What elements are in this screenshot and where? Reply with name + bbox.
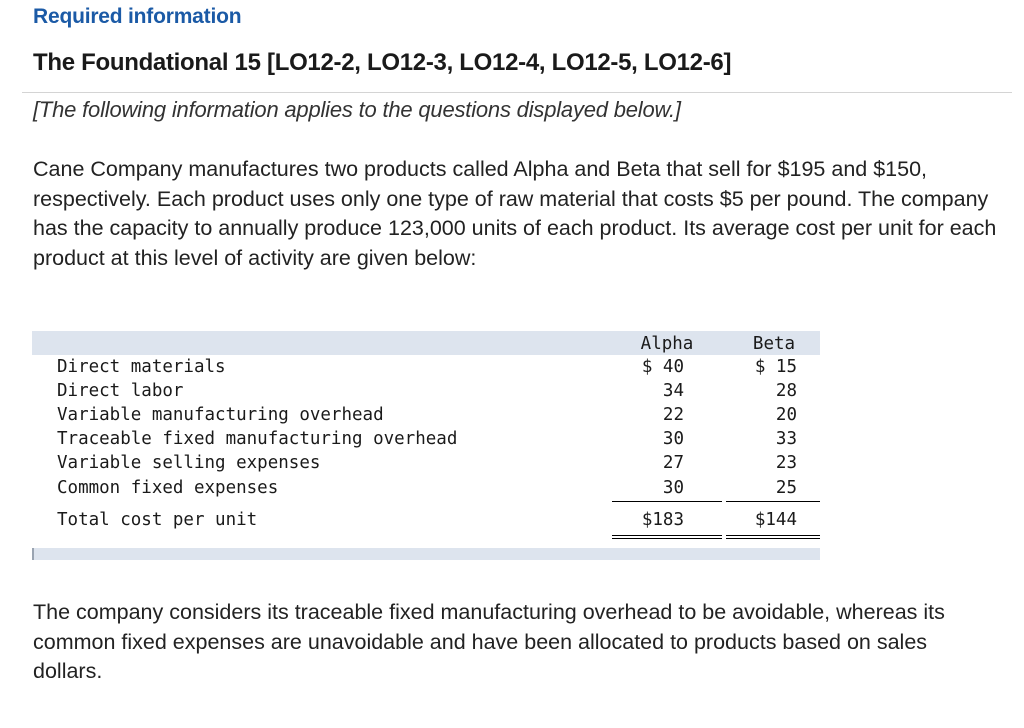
table-row-label: Traceable fixed manufacturing overhead — [57, 429, 458, 449]
total-double-underline-alpha — [612, 535, 722, 539]
subtotal-underline-beta — [726, 501, 820, 502]
column-header-beta: Beta — [752, 334, 796, 354]
column-header-alpha: Alpha — [640, 334, 694, 354]
table-row-label: Common fixed expenses — [57, 478, 279, 498]
table-cell-alpha: 30 — [662, 478, 684, 498]
table-row-label: Variable selling expenses — [57, 453, 321, 473]
table-cell-beta: 23 — [775, 453, 797, 473]
foundational-title: The Foundational 15 [LO12-2, LO12-3, LO12-4, LO12-5, LO12-6] — [33, 49, 732, 76]
table-cell-alpha: 22 — [662, 405, 684, 425]
required-information-heading: Required information — [33, 5, 242, 28]
total-double-underline-beta — [726, 535, 820, 539]
title-divider — [22, 92, 1012, 93]
closing-paragraph: The company considers its traceable fixed manufacturing overhead to be avoidable, whereas its common fixed expenses are unavoidable and have been allocated to products based on sales dollars. — [33, 600, 945, 683]
table-cell-alpha: $ 40 — [641, 357, 684, 377]
table-row-label: Direct materials — [57, 357, 226, 377]
table-cell-beta: 28 — [775, 381, 797, 401]
table-row-label: Direct labor — [57, 381, 184, 401]
total-row-label: Total cost per unit — [57, 510, 258, 530]
table-cell-beta: 25 — [775, 478, 797, 498]
table-row-label: Variable manufacturing overhead — [57, 405, 384, 425]
subtotal-underline-alpha — [612, 501, 722, 502]
applies-note: [The following information applies to the questions displayed below.] — [33, 97, 681, 122]
table-bottom-left-tick — [32, 548, 34, 560]
table-cell-alpha: 27 — [662, 453, 684, 473]
total-cell-alpha: $183 — [641, 510, 684, 530]
table-cell-beta: 33 — [775, 429, 797, 449]
total-cell-beta: $144 — [754, 510, 797, 530]
table-cell-alpha: 34 — [662, 381, 684, 401]
table-cell-beta: $ 15 — [754, 357, 797, 377]
table-cell-beta: 20 — [775, 405, 797, 425]
table-bottom-bar — [32, 548, 820, 560]
table-cell-alpha: 30 — [662, 429, 684, 449]
intro-paragraph: Cane Company manufactures two products called Alpha and Beta that sell for $195 and $150, respectively. Each product uses only one type of raw material that costs $5 per pound. The company has the capacity to annually produce 123,000 units of each product. Its average cost per unit for each product at this level of activity are given below: — [33, 157, 997, 270]
